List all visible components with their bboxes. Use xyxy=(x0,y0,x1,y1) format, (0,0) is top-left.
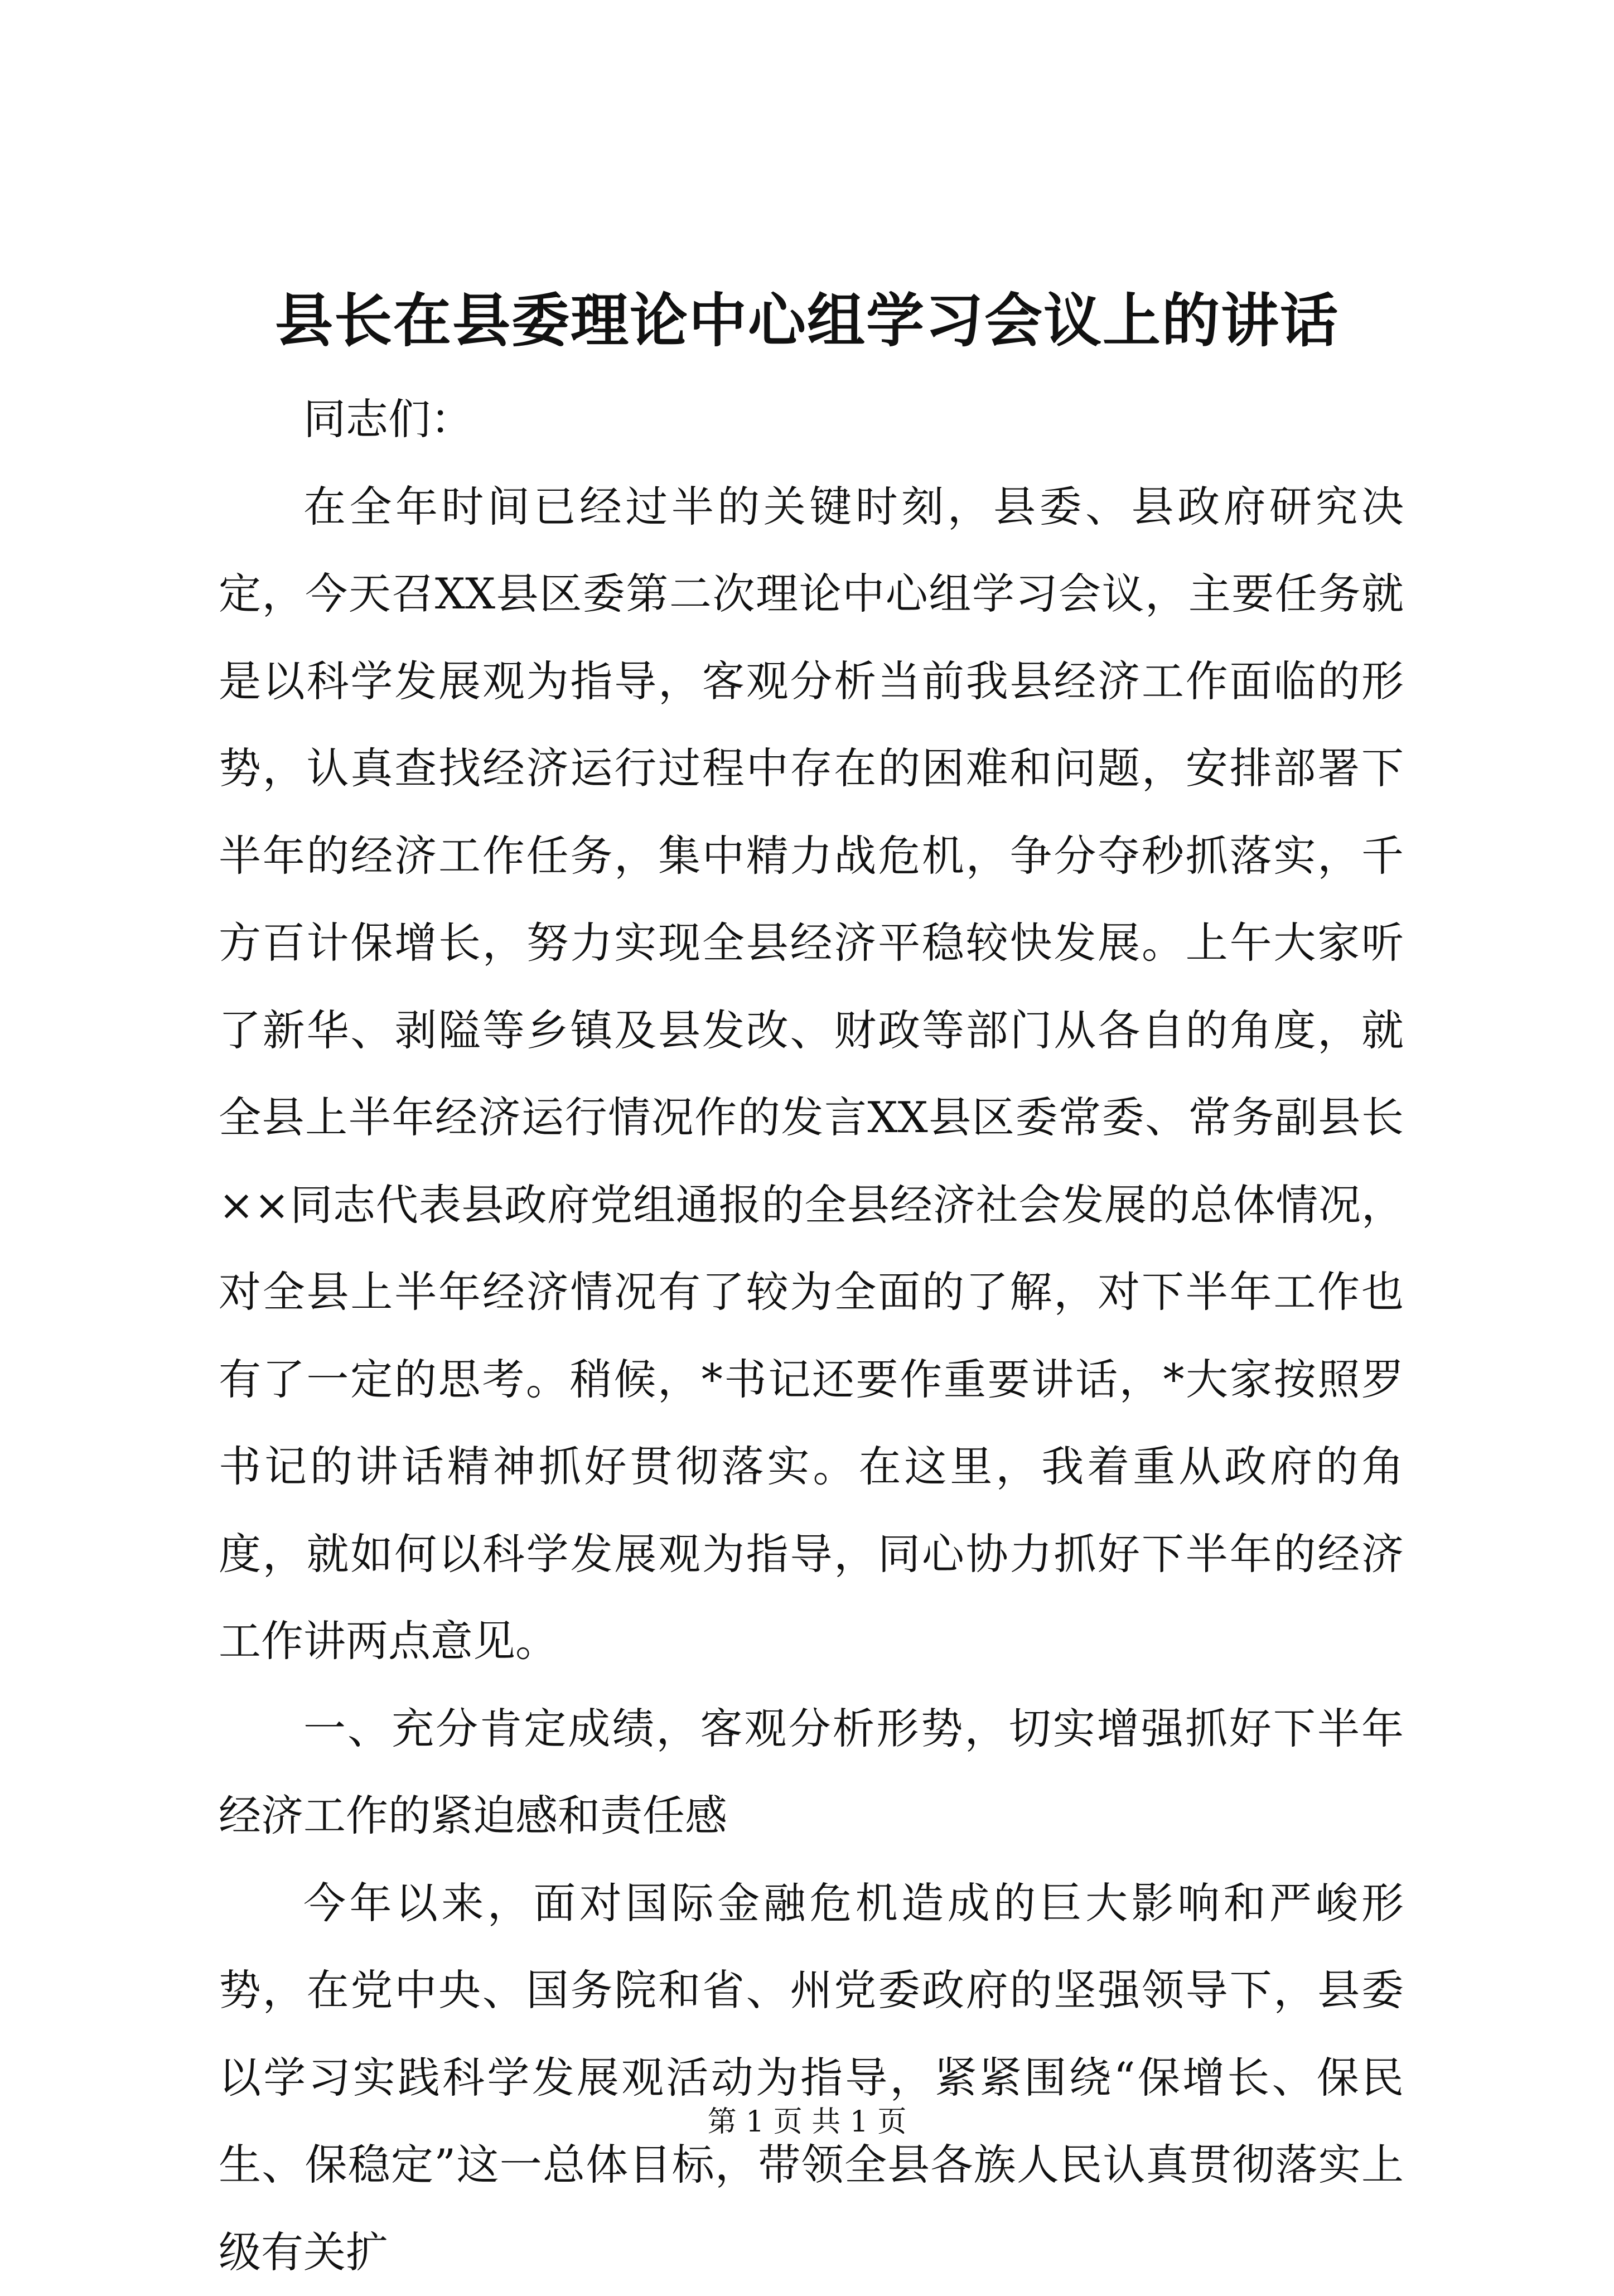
body-paragraph: 在全年时间已经过半的关键时刻，县委、县政府研究决定，今天召XX县区委第二次理论中心组学习会议，主要任务就是以科学发展观为指导，客观分析当前我县经济工作面临的形势，认真查找经济运行过程中存在的困难和问题，安排部署下半年的经济工作任务，集中精力战危机，争分夺秒抓落实，千方百计保增长，努力实现全县经济平稳较快发展。上午大家听了新华、剥隘等乡镇及县发改、财政等部门从各自的角度，就全县上半年经济运行情况作的发言XX县区委常委、常务副县长××同志代表县政府党组通报的全县经济社会发展的总体情况，对全县上半年经济情况有了较为全面的了解，对下半年工作也有了一定的思考。稍候，*书记还要作重要讲话，*大家按照罗书记的讲话精神抓好贯彻落实。在这里，我着重从政府的角度，就如何以科学发展观为指导，同心协力抓好下半年的经济工作讲两点意见。 xyxy=(219,463,1404,1685)
document-title: 县长在县委理论中心组学习会议上的讲话 xyxy=(0,282,1614,360)
section-heading-paragraph: 一、充分肯定成绩，客观分析形势，切实增强抓好下半年经济工作的紧迫感和责任感 xyxy=(219,1685,1404,1860)
salutation-paragraph: 同志们： xyxy=(219,376,1404,463)
page-number-footer: 第 1 页 共 1 页 xyxy=(0,2102,1614,2142)
body-paragraph: 今年以来，面对国际金融危机造成的巨大影响和严峻形势，在党中央、国务院和省、州党委政府的坚强领导下，县委以学习实践科学发展观活动为指导，紧紧围绕“保增长、保民生、保稳定”这一总体目标，带领全县各族人民认真贯彻落实上级有关扩 xyxy=(219,1860,1404,2296)
document-body xyxy=(219,376,1404,2296)
